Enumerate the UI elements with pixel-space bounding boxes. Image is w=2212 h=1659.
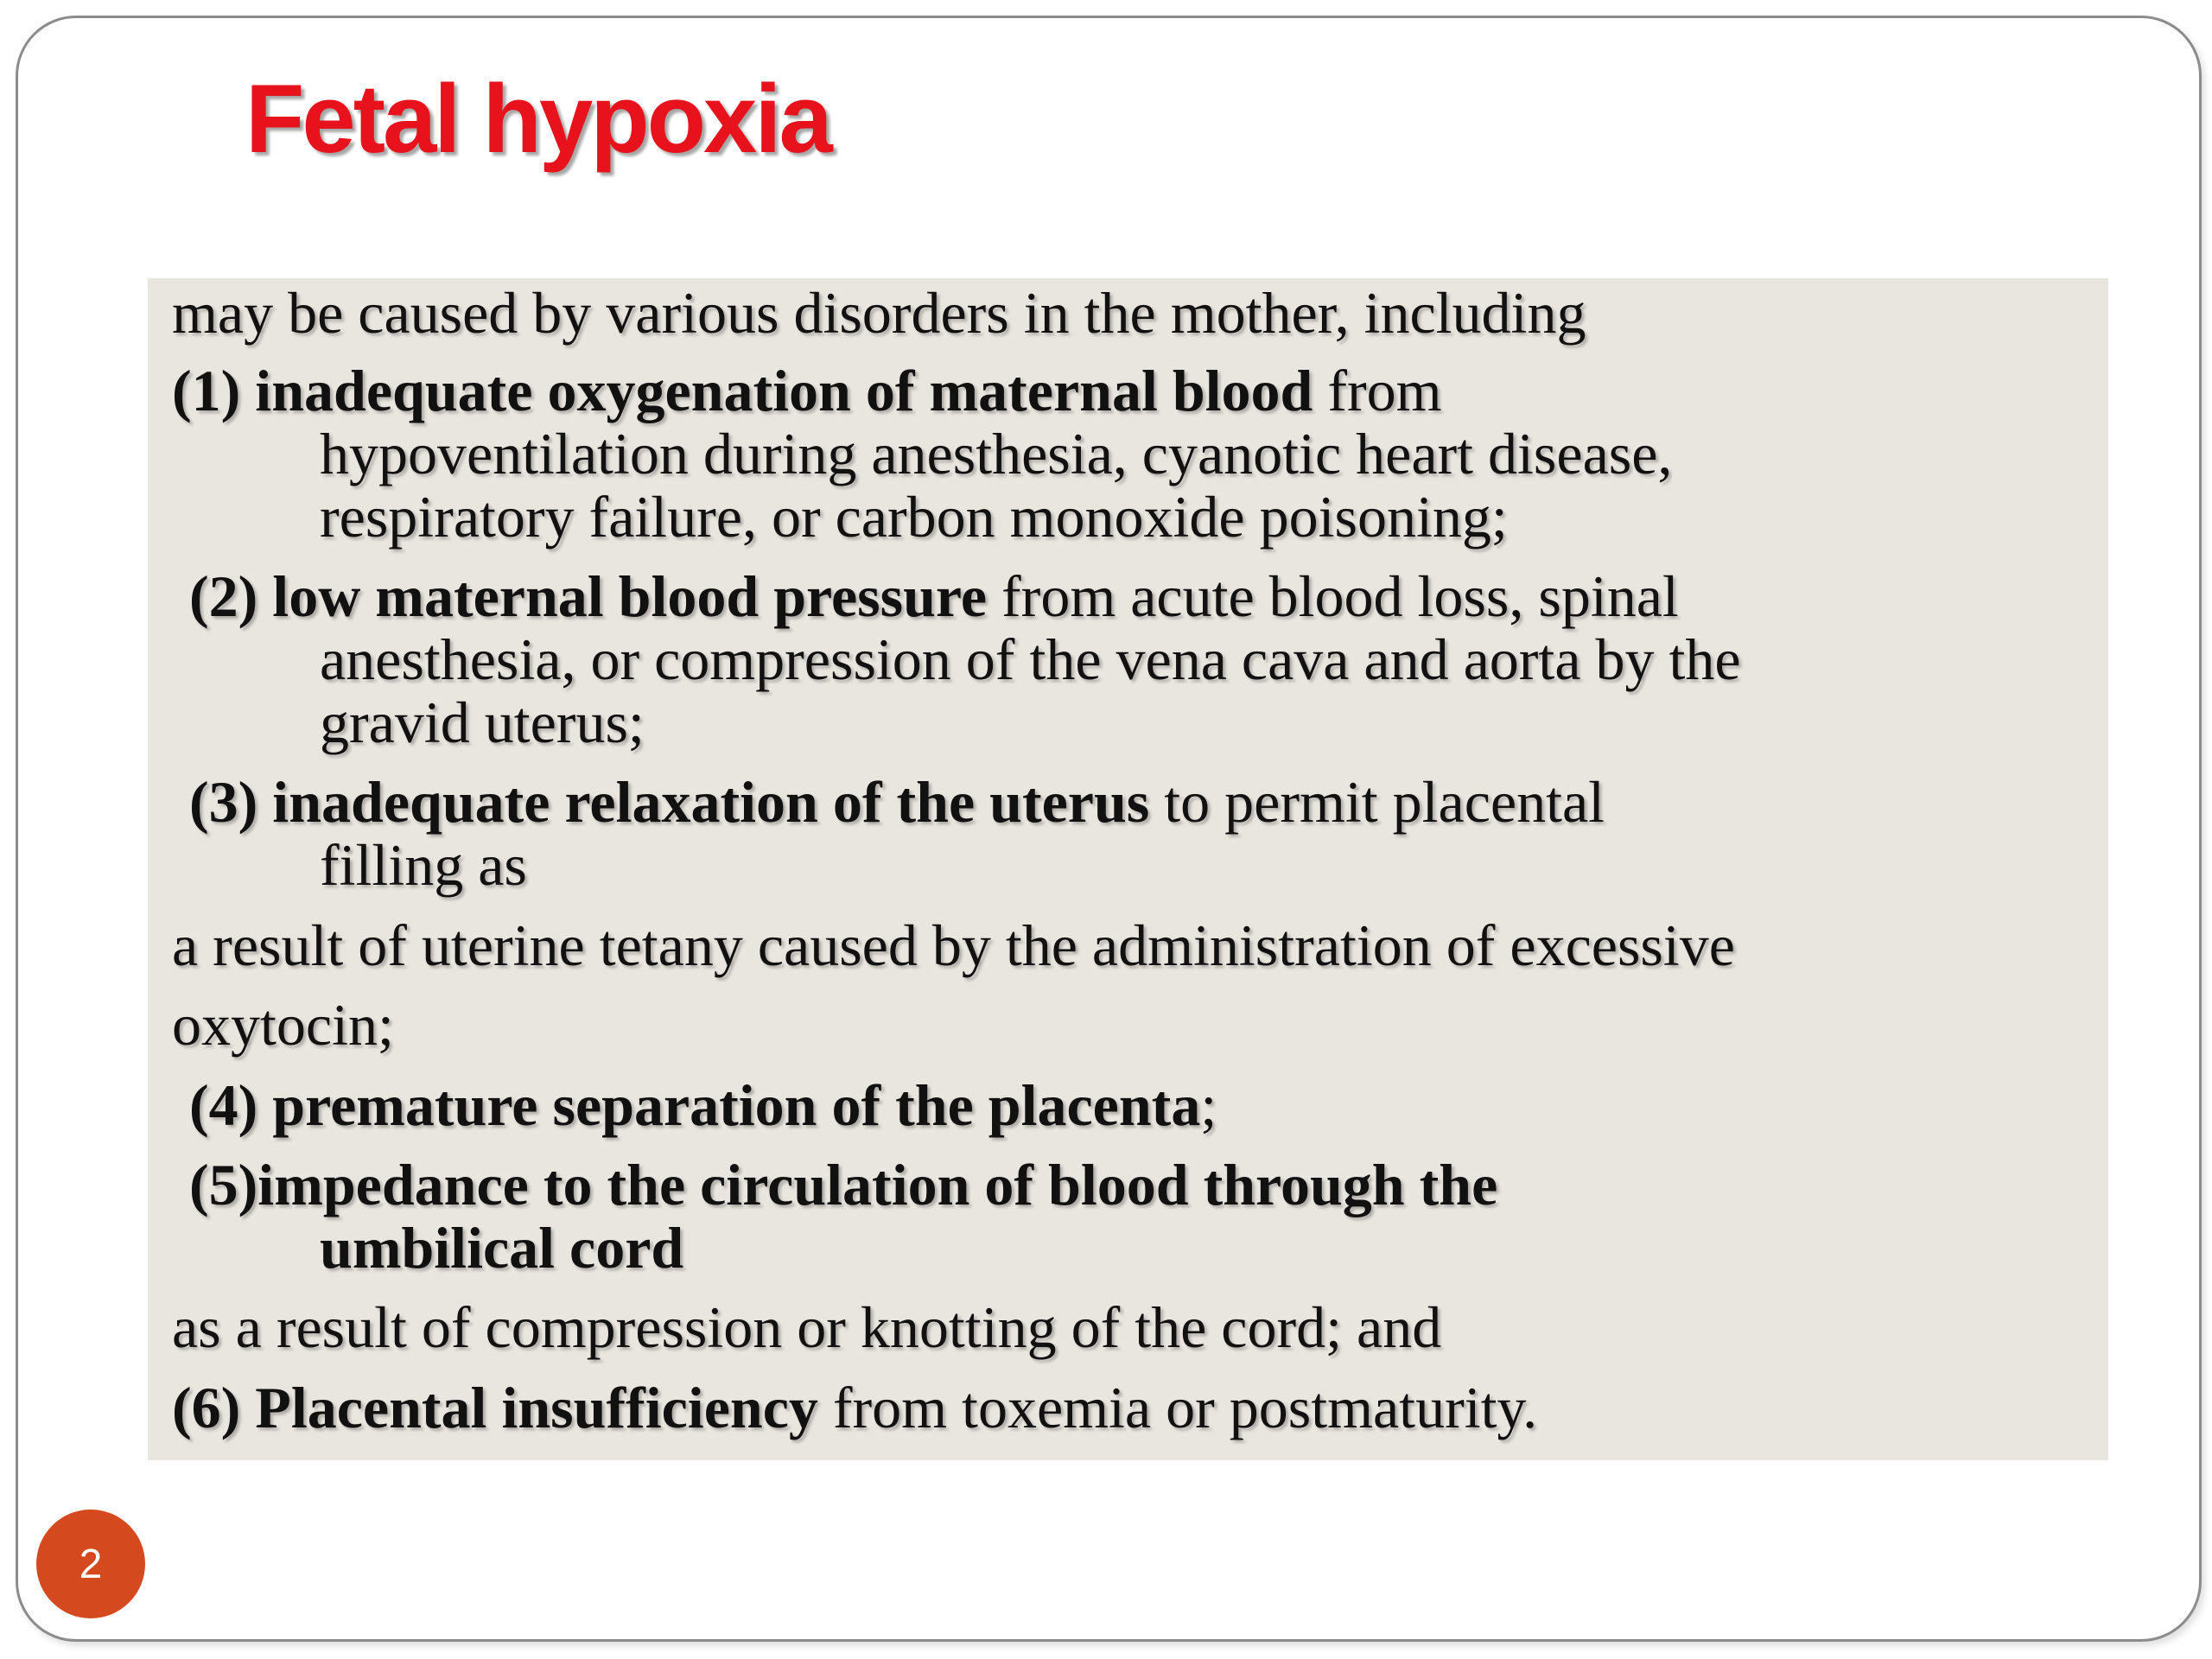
item-3-paragraph-b: oxytocin;: [172, 992, 394, 1058]
slide-title: Fetal hypoxia: [245, 65, 830, 173]
item-2-continuation-2: gravid uterus;: [320, 690, 645, 755]
item-5-continuation-bold: umbilical cord: [320, 1215, 684, 1281]
item-2-line: [189, 563, 1679, 629]
item-3-line: [189, 769, 1605, 835]
item-1-rest: from: [1313, 358, 1442, 423]
item-6-number: (6): [172, 1375, 256, 1440]
item-3-continuation-1: filling as: [320, 832, 527, 898]
item-4-bold: premature separation of the placenta: [272, 1072, 1201, 1138]
item-3-rest: to permit placental: [1149, 769, 1605, 835]
content-box: [148, 278, 2108, 1460]
item-4-rest: ;: [1200, 1072, 1217, 1138]
item-3-bold: inadequate relaxation of the uterus: [272, 769, 1150, 835]
item-5-number: (5): [189, 1152, 258, 1217]
item-5-bold: impedance to the circulation of blood through the: [257, 1152, 1498, 1217]
item-5-paragraph: as a result of compression or knotting of the cord; and: [172, 1294, 1442, 1360]
item-1-continuation-1: hypoventilation during anesthesia, cyanotic heart disease,: [320, 421, 1673, 486]
item-1-continuation-2: respiratory failure, or carbon monoxide poisoning;: [320, 484, 1508, 550]
item-6-line: [172, 1375, 1538, 1440]
item-2-continuation-1: anesthesia, or compression of the vena cava and aorta by the: [320, 626, 1741, 692]
item-2-number: (2): [189, 563, 273, 629]
item-3-number: (3): [189, 769, 273, 835]
item-1-bold: inadequate oxygenation of maternal blood: [255, 358, 1313, 423]
item-4-line: [189, 1072, 1217, 1138]
item-1-line: [172, 358, 1442, 423]
item-4-number: (4): [189, 1072, 273, 1138]
item-5-continuation-1: [320, 1215, 684, 1281]
item-2-rest: from acute blood loss, spinal: [987, 563, 1679, 629]
intro-line: may be caused by various disorders in the mother, including: [172, 280, 1586, 346]
item-6-rest: from toxemia or postmaturity.: [817, 1375, 1538, 1440]
item-6-bold: Placental insufficiency: [255, 1375, 818, 1440]
item-1-number: (1): [172, 358, 256, 423]
item-3-paragraph-a: a result of uterine tetany caused by the administration of excessive: [172, 912, 1735, 978]
item-5-line: [189, 1152, 1498, 1217]
page-number-badge: 2: [36, 1510, 145, 1618]
item-2-bold: low maternal blood pressure: [272, 563, 988, 629]
